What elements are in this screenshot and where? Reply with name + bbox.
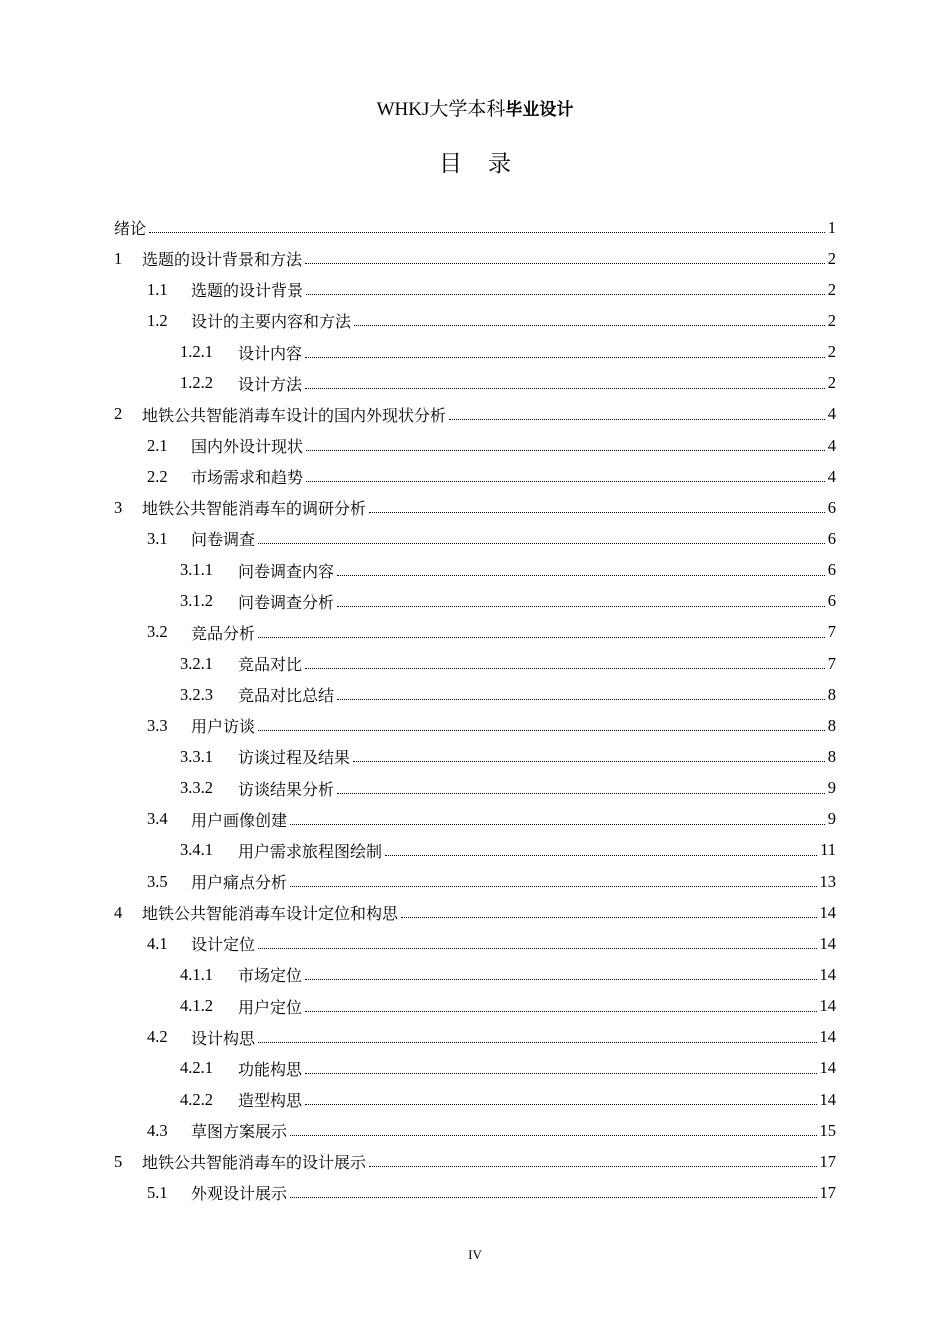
page-title: 目录 — [439, 151, 537, 177]
toc-dot-leader — [290, 1197, 816, 1198]
toc-dot-leader — [449, 419, 825, 420]
toc-entry-title: 问卷调查 — [191, 530, 256, 550]
toc-entry[interactable] — [114, 586, 836, 617]
toc-entry-number: 4.1.2 — [180, 996, 213, 1016]
toc-entry-number: 3 — [114, 497, 123, 517]
toc-dot-leader — [369, 1166, 816, 1167]
toc-dot-leader — [305, 668, 825, 669]
toc-entry[interactable] — [114, 430, 836, 461]
toc-entry-page: 2 — [827, 279, 836, 299]
toc-entry[interactable] — [114, 1022, 836, 1053]
toc-entry[interactable] — [114, 555, 836, 586]
toc-entry-number: 1 — [114, 248, 123, 268]
toc-entry-title: 问卷调查分析 — [238, 592, 335, 612]
toc-entry-title: 地铁公共智能消毒车设计的国内外现状分析 — [142, 405, 447, 425]
toc-dot-leader — [337, 699, 825, 700]
toc-entry[interactable] — [114, 773, 836, 804]
toc-entry-page: 4 — [827, 404, 836, 424]
toc-entry-number: 2 — [114, 404, 123, 424]
toc-entry-page: 6 — [827, 497, 836, 517]
toc-entry[interactable] — [114, 243, 836, 274]
toc-entry[interactable] — [114, 461, 836, 492]
toc-entry-title: 竞品对比 — [238, 655, 303, 675]
toc-dot-leader — [258, 948, 816, 949]
toc-entry-number: 5 — [114, 1151, 123, 1171]
toc-entry-page: 2 — [827, 248, 836, 268]
toc-dot-leader — [337, 793, 825, 794]
toc-entry[interactable] — [114, 368, 836, 399]
toc-entry-page: 4 — [827, 466, 836, 486]
toc-dot-leader — [401, 917, 816, 918]
toc-entry-page: 6 — [827, 528, 836, 548]
toc-entry-page: 14 — [819, 1089, 836, 1109]
toc-entry-page: 14 — [819, 1058, 836, 1078]
toc-entry-page: 8 — [827, 746, 836, 766]
toc-entry[interactable] — [114, 399, 836, 430]
toc-entry[interactable] — [114, 648, 836, 679]
toc-dot-leader — [258, 637, 825, 638]
toc-entry-number: 5.1 — [147, 1182, 168, 1202]
toc-entry-title: 设计定位 — [191, 935, 256, 955]
toc-entry-number: 1.2.2 — [180, 373, 213, 393]
toc-entry[interactable] — [114, 617, 836, 648]
toc-entry-title: 市场需求和趋势 — [191, 468, 304, 488]
toc-dot-leader — [305, 388, 825, 389]
toc-dot-leader — [258, 543, 825, 544]
toc-entry-title: 用户定位 — [238, 997, 303, 1017]
toc-entry-number: 3.1.1 — [180, 560, 213, 580]
toc-entry-page: 14 — [819, 996, 836, 1016]
toc-entry[interactable] — [114, 523, 836, 554]
toc-entry-page: 14 — [819, 902, 836, 922]
toc-entry-number: 3.3.1 — [180, 746, 213, 766]
toc-entry-title: 选题的设计背景 — [191, 281, 304, 301]
toc-entry-title: 造型构思 — [238, 1091, 303, 1110]
toc-entry-title: 设计内容 — [238, 343, 303, 363]
toc-entry-title: 访谈结果分析 — [238, 779, 335, 799]
toc-dot-leader — [258, 1042, 816, 1043]
toc-entry[interactable] — [114, 741, 836, 772]
toc-entry-number: 4.2.1 — [180, 1058, 213, 1078]
toc-entry-title: 设计方法 — [238, 374, 303, 394]
toc-entry-page: 2 — [827, 373, 836, 393]
toc-dot-leader — [305, 1011, 816, 1012]
toc-dot-leader — [305, 1104, 816, 1105]
toc-dot-leader — [258, 730, 825, 731]
page-header — [0, 94, 950, 125]
toc-entry-page: 13 — [819, 871, 836, 891]
toc-entry-number: 3.4.1 — [180, 840, 213, 860]
toc-entry-title: 草图方案展示 — [191, 1122, 288, 1142]
toc-entry-page: 17 — [819, 1151, 836, 1171]
toc-entry-number: 3.4 — [147, 809, 168, 829]
toc-entry-page: 2 — [827, 342, 836, 362]
toc-entry[interactable] — [114, 274, 836, 305]
toc-dot-leader — [305, 263, 825, 264]
toc-entry-title: 选题的设计背景和方法 — [142, 250, 303, 270]
toc-entry-number: 3.2.3 — [180, 684, 213, 704]
toc-entry[interactable] — [114, 835, 836, 866]
toc-entry[interactable] — [114, 212, 836, 243]
toc-entry-title: 功能构思 — [238, 1059, 303, 1079]
toc-entry-page: 7 — [827, 653, 836, 673]
toc-entry-title: 地铁公共智能消毒车设计定位和构思 — [142, 904, 399, 924]
toc-entry-page: 14 — [819, 933, 836, 953]
toc-entry[interactable] — [114, 305, 836, 336]
toc-entry-page: 9 — [827, 809, 836, 829]
toc-entry-number: 3.2.1 — [180, 653, 213, 673]
toc-entry-number: 4.2.2 — [180, 1089, 213, 1109]
toc-entry-page: 17 — [819, 1182, 836, 1202]
toc-dot-leader — [306, 294, 825, 295]
toc-dot-leader — [290, 886, 816, 887]
toc-dot-leader — [306, 450, 825, 451]
toc-entry-number: 1.2.1 — [180, 342, 213, 362]
university-name: WHKJ大学本科 — [376, 99, 506, 120]
toc-entry-page: 6 — [827, 560, 836, 580]
toc-entry-page: 14 — [819, 1027, 836, 1047]
toc-entry-title: 访谈过程及结果 — [238, 748, 351, 768]
toc-entry[interactable] — [114, 1146, 836, 1177]
toc-entry[interactable] — [114, 1115, 836, 1146]
toc-entry-title: 绪论 — [114, 219, 147, 239]
toc-entry-number: 4.2 — [147, 1027, 168, 1047]
toc-entry-number: 4 — [114, 902, 123, 922]
toc-entry-title: 竞品分析 — [191, 623, 256, 643]
toc-entry[interactable] — [114, 337, 836, 368]
toc-entry-page: 15 — [819, 1120, 836, 1140]
toc-entry-title: 用户需求旅程图绘制 — [238, 841, 383, 861]
toc-entry[interactable] — [114, 866, 836, 897]
toc-entry-number: 4.1 — [147, 933, 168, 953]
toc-entry[interactable] — [114, 1177, 836, 1208]
toc-entry-number: 3.1.2 — [180, 591, 213, 611]
toc-entry-number: 2.2 — [147, 466, 168, 486]
toc-entry-page: 4 — [827, 435, 836, 455]
toc-dot-leader — [305, 357, 825, 358]
toc-dot-leader — [149, 232, 825, 233]
toc-dot-leader — [305, 1073, 816, 1074]
toc-entry-title: 国内外设计现状 — [191, 437, 304, 457]
toc-entry-page: 8 — [827, 715, 836, 735]
toc-entry-number: 1.2 — [147, 310, 168, 330]
document-type: 毕业设计 — [505, 100, 574, 120]
toc-entry-title: 竞品对比总结 — [238, 686, 335, 706]
toc-entry-number: 2.1 — [147, 435, 168, 455]
toc-entry-page: 9 — [827, 778, 836, 798]
toc-entry-title: 地铁公共智能消毒车的调研分析 — [142, 499, 367, 519]
toc-entry-page: 14 — [819, 964, 836, 984]
toc-dot-leader — [337, 575, 825, 576]
toc-entry[interactable] — [114, 710, 836, 741]
toc-entry-page: 1 — [827, 217, 836, 237]
toc-entry-title: 用户画像创建 — [191, 810, 288, 830]
toc-entry-title: 地铁公共智能消毒车的设计展示 — [142, 1153, 367, 1173]
toc-entry-title: 用户痛点分析 — [191, 873, 288, 893]
toc-dot-leader — [354, 325, 825, 326]
toc-entry-number: 3.2 — [147, 622, 168, 642]
toc-entry-title: 问卷调查内容 — [238, 561, 335, 581]
toc-dot-leader — [306, 481, 825, 482]
toc-entry[interactable] — [114, 1053, 836, 1084]
toc-entry-title: 设计的主要内容和方法 — [191, 312, 352, 332]
toc-dot-leader — [337, 606, 825, 607]
toc-entry[interactable] — [114, 991, 836, 1022]
toc-dot-leader — [305, 979, 816, 980]
toc-entry[interactable] — [114, 897, 836, 928]
toc-entry-number: 3.5 — [147, 871, 168, 891]
toc-entry[interactable] — [114, 679, 836, 710]
toc-entry[interactable] — [114, 928, 836, 959]
table-of-contents — [114, 212, 836, 1209]
toc-dot-leader — [385, 855, 817, 856]
toc-entry[interactable] — [114, 1084, 836, 1115]
toc-entry[interactable] — [114, 959, 836, 990]
page-number: IV — [468, 1247, 482, 1262]
toc-entry-number: 3.3.2 — [180, 778, 213, 798]
toc-entry-title: 外观设计展示 — [191, 1184, 288, 1204]
toc-entry-title: 设计构思 — [191, 1028, 256, 1048]
toc-entry-page: 7 — [827, 622, 836, 642]
toc-entry-page: 11 — [820, 840, 836, 860]
toc-dot-leader — [369, 512, 825, 513]
toc-entry-page: 2 — [827, 310, 836, 330]
toc-entry-number: 3.3 — [147, 715, 168, 735]
toc-dot-leader — [290, 824, 825, 825]
toc-entry[interactable] — [114, 804, 836, 835]
toc-dot-leader — [290, 1135, 816, 1136]
toc-entry-number: 1.1 — [147, 279, 168, 299]
toc-entry-page: 8 — [827, 684, 836, 704]
toc-entry-number: 4.3 — [147, 1120, 168, 1140]
toc-entry-number: 3.1 — [147, 528, 168, 548]
toc-entry-title: 用户访谈 — [191, 717, 256, 737]
toc-dot-leader — [353, 761, 825, 762]
toc-entry-title: 市场定位 — [238, 966, 303, 986]
toc-entry[interactable] — [114, 492, 836, 523]
toc-entry-page: 6 — [827, 591, 836, 611]
toc-entry-number: 4.1.1 — [180, 964, 213, 984]
